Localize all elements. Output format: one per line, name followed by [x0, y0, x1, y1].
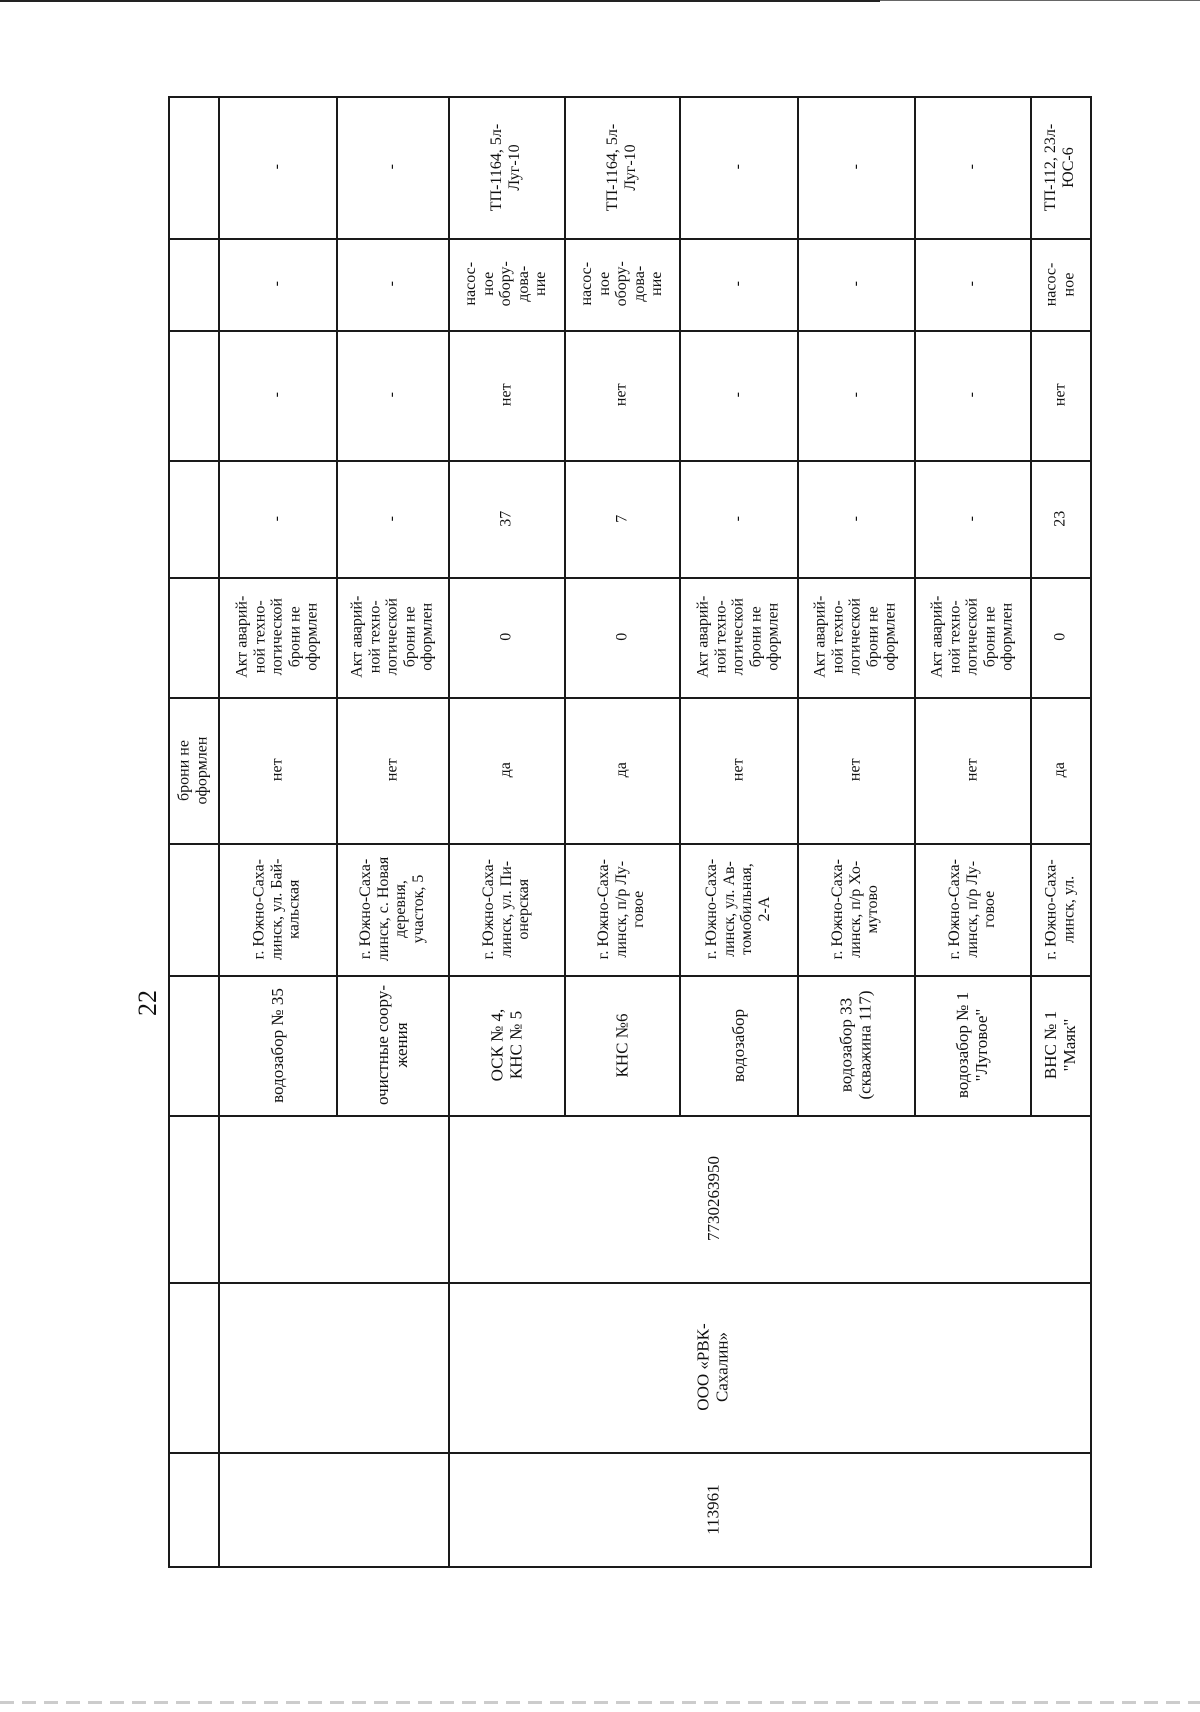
registry-id-cell — [336, 1452, 1090, 1566]
booking-cell — [679, 577, 797, 697]
equipment-cell — [679, 238, 797, 330]
feeder-cell-text: ТП-1164, 5л- Луг-10 — [488, 123, 523, 211]
load-cell — [1030, 460, 1090, 577]
reserve-cell-text: нет — [497, 383, 515, 407]
reserve-cell — [797, 330, 914, 460]
reserve-cell — [564, 330, 679, 460]
object-cell-text: ВНС № 1 "Маяк" — [1041, 1010, 1079, 1080]
equipment-cell — [797, 238, 914, 330]
reserve-cell-text: - — [963, 392, 981, 398]
booking-cell — [1030, 577, 1090, 697]
act-status-cell-text: нет — [268, 758, 286, 782]
reserve-cell — [336, 330, 448, 460]
booking-cell — [914, 577, 1030, 697]
equipment-cell — [564, 238, 679, 330]
scan-top-border-faint — [880, 0, 1200, 1]
reserve-cell-text: нет — [612, 383, 630, 407]
reserve-cell-text: - — [383, 392, 401, 398]
booking-cell-text: Акт аварий- ной техно- логической брони не оформлен — [348, 595, 436, 679]
act-status-cell — [448, 697, 564, 843]
booking-cell-text: Акт аварий- ной техно- логической брони не оформлен — [694, 595, 782, 679]
booking-cell-text: 0 — [1051, 633, 1069, 641]
object-cell — [448, 975, 564, 1115]
load-cell — [679, 460, 797, 577]
booking-cell — [336, 577, 448, 697]
registry-id-cell-text: 113961 — [703, 1483, 723, 1535]
reserve-cell — [218, 330, 336, 460]
object-cell-text: очистные соору- жения — [373, 985, 412, 1105]
feeder-cell-text: - — [846, 164, 864, 170]
booking-cell-text: Акт аварий- ной техно- логической брони не оформлен — [928, 595, 1016, 679]
feeder-cell-text: ТП-112, 23л- ЮС-6 — [1042, 123, 1077, 211]
object-cell-text: водозабор № 35 — [267, 987, 287, 1103]
load-cell — [797, 460, 914, 577]
act-status-cell — [336, 697, 448, 843]
equipment-cell-text: - — [963, 281, 981, 287]
inn-cell — [336, 1115, 1090, 1282]
act-status-cell — [679, 697, 797, 843]
feeder-cell — [218, 96, 336, 238]
load-cell — [564, 460, 679, 577]
act-status-cell — [218, 697, 336, 843]
address-cell-text: г. Южно-Саха- линск, ул. — [1042, 858, 1077, 960]
booking-cell-text: 0 — [612, 633, 630, 641]
object-cell-text: водозабор 33 (скважина 117) — [836, 990, 875, 1100]
equipment-cell-text: - — [383, 281, 401, 287]
load-cell-text: - — [729, 515, 747, 522]
load-cell — [336, 460, 448, 577]
address-cell — [797, 843, 914, 975]
feeder-cell — [448, 96, 564, 238]
booking-cell-continued — [168, 697, 218, 843]
reserve-cell — [914, 330, 1030, 460]
booking-cell — [218, 577, 336, 697]
inn-cell-text: 7730263950 — [703, 1156, 723, 1241]
act-status-cell-text: нет — [729, 758, 747, 782]
equipment-cell-text: - — [268, 281, 286, 287]
booking-cell-text: 0 — [497, 633, 515, 641]
address-cell — [448, 843, 564, 975]
act-status-cell-text: да — [1051, 762, 1069, 778]
act-status-cell-text: нет — [383, 758, 401, 782]
equipment-cell-text: - — [729, 281, 747, 287]
object-cell-text: КНС №6 — [612, 1013, 631, 1077]
object-cell — [336, 975, 448, 1115]
address-cell — [1030, 843, 1090, 975]
load-cell — [218, 460, 336, 577]
address-cell-text: г. Южно-Саха- линск, ул. Пи- онерская — [479, 858, 532, 960]
object-cell — [1030, 975, 1090, 1115]
address-cell-text: г. Южно-Саха- линск, ул. Ав- томобильная, 2-А — [703, 858, 773, 960]
feeder-cell — [797, 96, 914, 238]
object-cell — [564, 975, 679, 1115]
reserve-cell — [1030, 330, 1090, 460]
address-cell — [336, 843, 448, 975]
equipment-cell — [448, 238, 564, 330]
page-number: 22 — [133, 990, 162, 1016]
reserve-cell — [448, 330, 564, 460]
booking-cell — [797, 577, 914, 697]
table-border-bottom — [168, 1566, 1090, 1568]
load-cell-text: 37 — [497, 510, 515, 527]
scan-top-border — [0, 0, 880, 2]
booking-cell — [564, 577, 679, 697]
feeder-cell-text: - — [268, 164, 286, 170]
address-cell-text: г. Южно-Саха- линск, с. Новая деревня, участок, 5 — [356, 856, 427, 962]
address-cell-text: г. Южно-Саха- линск, п/р Лу- говое — [595, 858, 648, 960]
act-status-cell-text: нет — [963, 758, 981, 782]
equipment-cell-text: - — [846, 281, 864, 287]
equipment-cell — [218, 238, 336, 330]
equipment-cell-text: насос- ное обору- дова- ние — [577, 261, 665, 307]
address-cell — [679, 843, 797, 975]
feeder-cell-text: ТП-1164, 5л- Луг-10 — [604, 123, 639, 211]
feeder-cell — [564, 96, 679, 238]
act-status-cell — [797, 697, 914, 843]
equipment-cell-text: насос- ное обору- дова- ние — [462, 261, 550, 307]
act-status-cell-text: да — [497, 762, 515, 778]
booking-cell-text: Акт аварий- ной техно- логической брони не оформлен — [233, 595, 321, 679]
act-status-cell — [1030, 697, 1090, 843]
feeder-cell — [914, 96, 1030, 238]
load-cell — [914, 460, 1030, 577]
address-cell — [914, 843, 1030, 975]
feeder-cell — [679, 96, 797, 238]
act-status-cell-text: да — [612, 762, 630, 778]
load-cell-text: 23 — [1051, 510, 1069, 527]
feeder-cell — [1030, 96, 1090, 238]
feeder-cell-text: - — [383, 164, 401, 170]
company-name-cell-text: ООО «РВК- Сахалин» — [694, 1323, 732, 1411]
load-cell-text: - — [963, 515, 981, 522]
scan-bottom-edge — [0, 1701, 1200, 1704]
address-cell — [564, 843, 679, 975]
object-cell-text: ОСК № 4, КНС № 5 — [486, 1008, 525, 1082]
address-cell-text: г. Южно-Саха- линск, ул. Бай- кальская — [250, 858, 303, 960]
load-cell-text: - — [846, 515, 864, 522]
reserve-cell-text: - — [268, 392, 286, 398]
booking-cell-continued-text: брони не оформлен — [175, 736, 210, 804]
load-cell-text: - — [268, 515, 286, 522]
object-cell-text: водозабор № 1 "Луговое" — [952, 991, 991, 1099]
booking-cell — [448, 577, 564, 697]
reserve-cell-text: - — [729, 392, 747, 398]
load-cell-text: - — [383, 515, 401, 522]
object-cell — [914, 975, 1030, 1115]
load-cell — [448, 460, 564, 577]
object-cell-text: водозабор — [728, 1008, 748, 1082]
act-status-cell-text: нет — [846, 758, 864, 782]
feeder-cell-text: - — [729, 164, 747, 170]
reserve-cell-text: - — [846, 392, 864, 398]
address-cell — [218, 843, 336, 975]
feeder-cell-text: - — [963, 164, 981, 170]
address-cell-text: г. Южно-Саха- линск, п/р Хо- мутово — [829, 858, 882, 960]
booking-cell-text: Акт аварий- ной техно- логической брони не оформлен — [811, 595, 899, 679]
object-cell — [797, 975, 914, 1115]
equipment-cell — [336, 238, 448, 330]
table-border-right — [1090, 96, 1092, 1568]
reserve-cell — [679, 330, 797, 460]
equipment-cell — [1030, 238, 1090, 330]
reserve-cell-text: нет — [1051, 383, 1069, 407]
act-status-cell — [914, 697, 1030, 843]
object-cell — [218, 975, 336, 1115]
object-cell — [679, 975, 797, 1115]
act-status-cell — [564, 697, 679, 843]
address-cell-text: г. Южно-Саха- линск, п/р Лу- говое — [945, 858, 998, 960]
load-cell-text: 7 — [612, 514, 630, 523]
equipment-cell-text: насос- ное — [1042, 262, 1077, 306]
equipment-cell — [914, 238, 1030, 330]
company-name-cell — [336, 1282, 1090, 1452]
feeder-cell — [336, 96, 448, 238]
